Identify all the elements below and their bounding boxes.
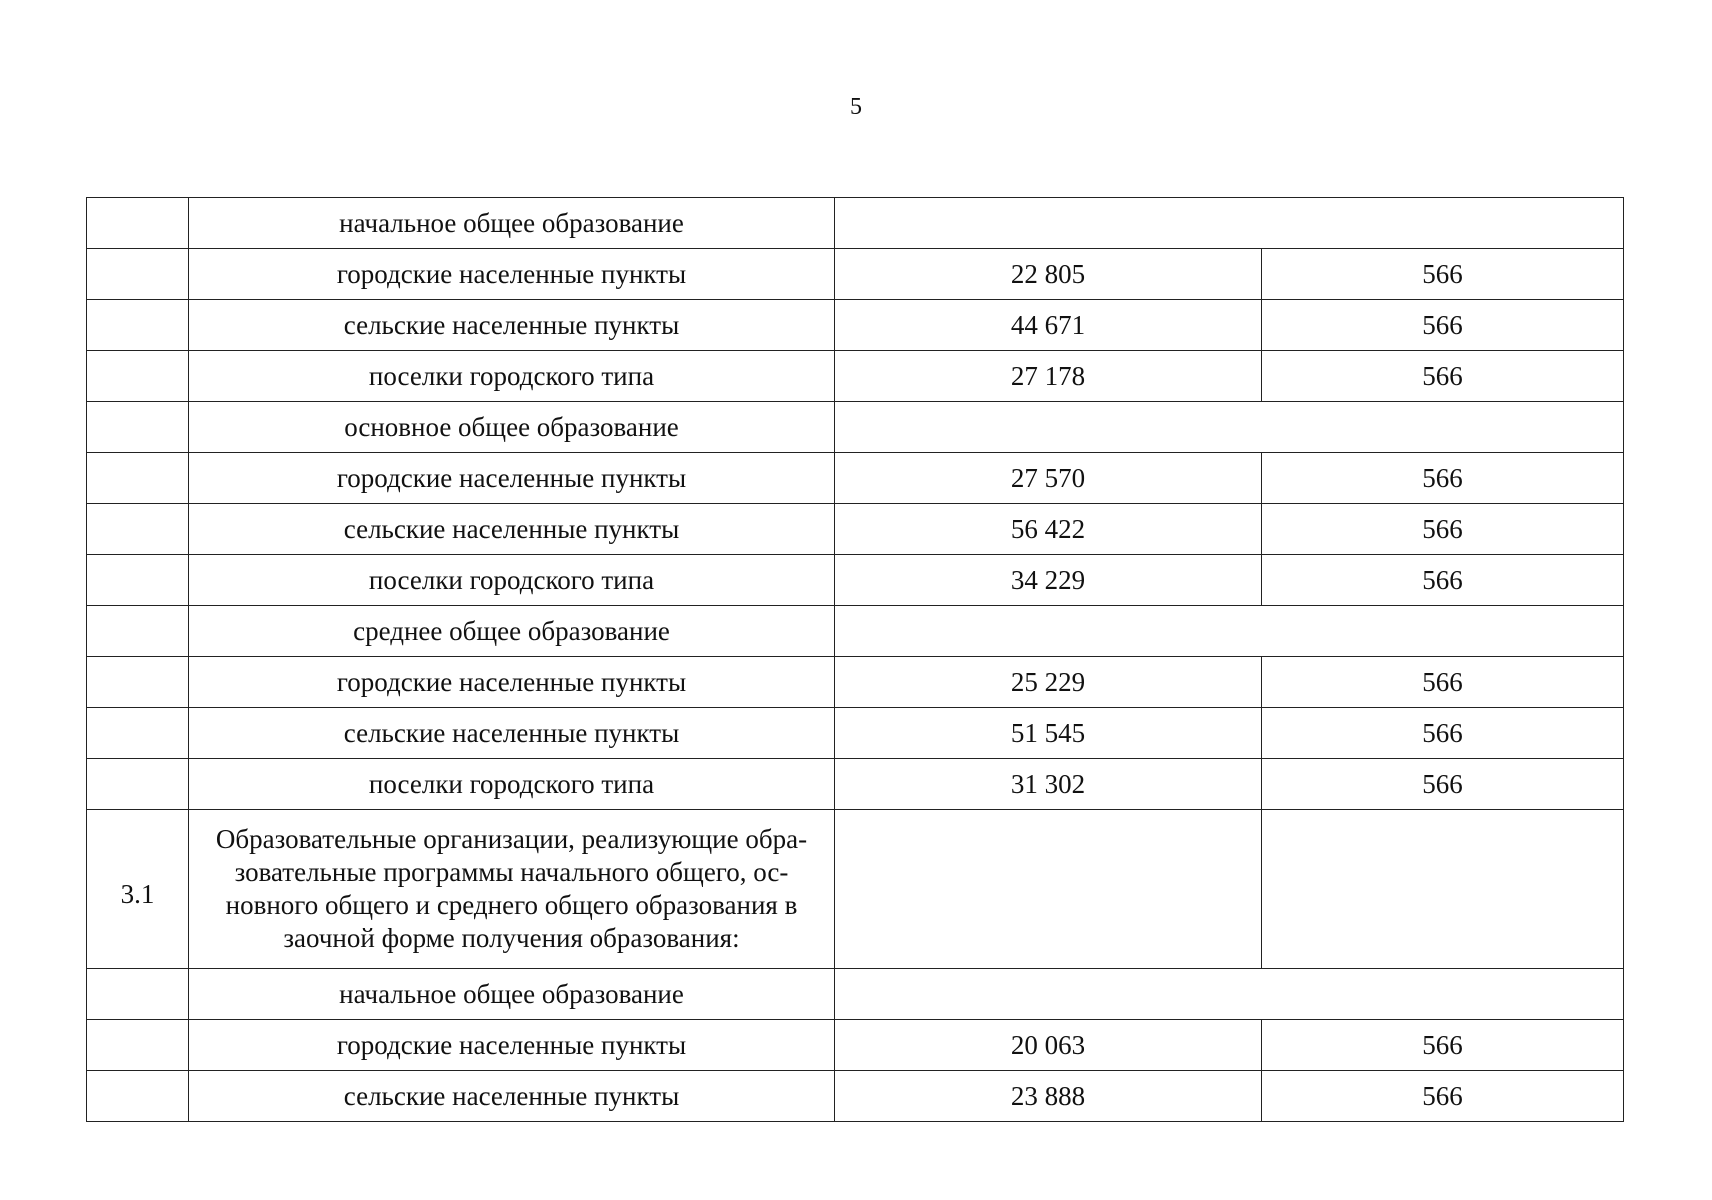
- table-row: [87, 504, 1624, 555]
- row-value-cell: [835, 198, 1624, 249]
- row-number-cell: [87, 504, 189, 555]
- row-number-cell: [87, 606, 189, 657]
- row-value-cell: 27 178: [835, 351, 1262, 402]
- row-number-cell: [87, 657, 189, 708]
- row-number-cell: [87, 708, 189, 759]
- row-code-cell: [1262, 810, 1624, 969]
- row-value-cell: 25 229: [835, 657, 1262, 708]
- row-value-cell: 22 805: [835, 249, 1262, 300]
- row-number-cell: [87, 1071, 189, 1122]
- row-name-cell: городские населенные пункты: [189, 453, 835, 504]
- row-code-cell: 566: [1262, 300, 1624, 351]
- row-number-cell: [87, 453, 189, 504]
- table-row-group-header: [87, 402, 1624, 453]
- row-number-cell: [87, 351, 189, 402]
- table-row-group-header: [87, 606, 1624, 657]
- row-number-cell: [87, 249, 189, 300]
- row-value-cell: 23 888: [835, 1071, 1262, 1122]
- row-value-cell: 56 422: [835, 504, 1262, 555]
- table-row: [87, 1071, 1624, 1122]
- row-name-cell: основное общее образование: [189, 402, 835, 453]
- row-value-cell: 44 671: [835, 300, 1262, 351]
- table-row: [87, 351, 1624, 402]
- table-row: [87, 657, 1624, 708]
- row-value-cell: [835, 606, 1624, 657]
- row-code-cell: 566: [1262, 351, 1624, 402]
- row-name-cell: среднее общее образование: [189, 606, 835, 657]
- table-row: [87, 708, 1624, 759]
- row-number-cell: 3.1: [87, 810, 189, 969]
- table-row: [87, 453, 1624, 504]
- row-name-cell: поселки городского типа: [189, 555, 835, 606]
- row-code-cell: 566: [1262, 1020, 1624, 1071]
- row-value-cell: 27 570: [835, 453, 1262, 504]
- row-name-cell: Образовательные организации, реализующие обра-зовательные программы начального общего, ос-новного общего и среднего общего образования в заочной форме получения образования:: [189, 810, 835, 969]
- row-value-cell: 34 229: [835, 555, 1262, 606]
- row-name-cell: сельские населенные пункты: [189, 1071, 835, 1122]
- row-name-cell: городские населенные пункты: [189, 1020, 835, 1071]
- row-value-cell: [835, 402, 1624, 453]
- row-code-cell: 566: [1262, 249, 1624, 300]
- row-code-cell: 566: [1262, 504, 1624, 555]
- row-name-cell: городские населенные пункты: [189, 657, 835, 708]
- row-number-cell: [87, 1020, 189, 1071]
- row-code-cell: 566: [1262, 453, 1624, 504]
- table-row-section: [87, 810, 1624, 969]
- row-value-cell: [835, 969, 1624, 1020]
- row-name-cell: начальное общее образование: [189, 969, 835, 1020]
- row-name-cell: сельские населенные пункты: [189, 708, 835, 759]
- row-code-cell: 566: [1262, 759, 1624, 810]
- row-value-cell: [835, 810, 1262, 969]
- table-row-group-header: [87, 969, 1624, 1020]
- row-number-cell: [87, 555, 189, 606]
- row-value-cell: 51 545: [835, 708, 1262, 759]
- table-row: [87, 249, 1624, 300]
- row-number-cell: [87, 402, 189, 453]
- row-number-cell: [87, 759, 189, 810]
- table-row: [87, 1020, 1624, 1071]
- row-number-cell: [87, 969, 189, 1020]
- row-name-cell: городские населенные пункты: [189, 249, 835, 300]
- row-number-cell: [87, 198, 189, 249]
- row-name-cell: поселки городского типа: [189, 351, 835, 402]
- row-name-cell: начальное общее образование: [189, 198, 835, 249]
- row-code-cell: 566: [1262, 1071, 1624, 1122]
- table-row: [87, 300, 1624, 351]
- row-code-cell: 566: [1262, 708, 1624, 759]
- row-name-cell: сельские населенные пункты: [189, 300, 835, 351]
- table-row-group-header: [87, 198, 1624, 249]
- page-number: 5: [850, 94, 862, 120]
- row-name-cell: сельские населенные пункты: [189, 504, 835, 555]
- data-table: [86, 197, 1624, 1122]
- table-row: [87, 555, 1624, 606]
- table-body: [87, 198, 1624, 1122]
- row-name-cell: поселки городского типа: [189, 759, 835, 810]
- row-code-cell: 566: [1262, 555, 1624, 606]
- row-value-cell: 31 302: [835, 759, 1262, 810]
- row-number-cell: [87, 300, 189, 351]
- table-row: [87, 759, 1624, 810]
- row-code-cell: 566: [1262, 657, 1624, 708]
- row-value-cell: 20 063: [835, 1020, 1262, 1071]
